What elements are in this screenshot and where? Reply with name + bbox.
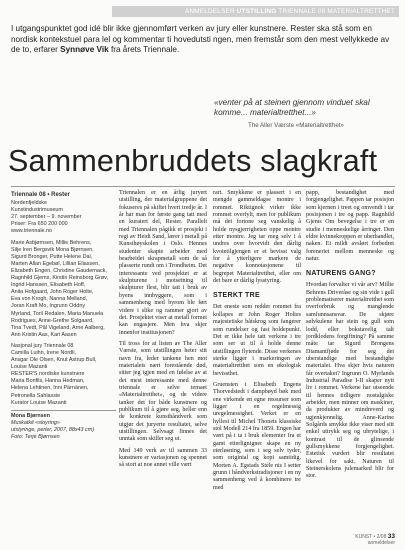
pull-quote: «venter på at steinen gjennom vinduet skal komme... materialtretthet...»	[214, 98, 370, 118]
venue-line: Kunstindustrimuseum	[11, 207, 63, 214]
title-divider	[11, 186, 395, 187]
body-column-1	[119, 188, 207, 470]
artist-line: Anita Hofgaard, John Roger Holte,	[11, 289, 94, 296]
page-number: 33	[387, 533, 395, 540]
credit-line: Foto: Terje Bjørnsen	[11, 434, 60, 440]
body-paragraph: rart. Smykkene er plassert i en mengde gammeldagse montre i rommet. Riktignok virker ikke rommet overfylt, men for publikum må det fortone seg vanskelig å holde nysgjerrigheten oppe montre etter montre. Jeg tar meg selv i å undres over hvorvidt den dårlig kvotetilgjengen er et bevisst valg for å ytterligere markere de negative konnotasjonene til begrepet Materialtretthet, eller om det bare er dårlig lysstyring.	[213, 190, 301, 285]
subheading: STERKT TRE	[213, 292, 260, 300]
jury-line: Louise Mazanti	[11, 364, 48, 371]
artist-line: Silje Iren Bergsvik Mona Bjørnsen,	[11, 246, 94, 253]
artist-line: Rodrigues, Anne-Grethe Solgaard,	[11, 317, 94, 324]
article-title: Sammenbruddets slagkraft	[8, 144, 378, 178]
artist-line: Eva von Krogh, Nanna Melland,	[11, 296, 88, 303]
credit-line: utstyringe, perler, 2007, 88x43 cm)	[11, 426, 94, 433]
venue-list	[11, 200, 116, 235]
jury-title: Nasjonal jury Triennale 08	[11, 342, 74, 349]
page-footer	[355, 533, 395, 546]
credit-lines	[11, 420, 116, 441]
header-rest: TRIENNALE 08 MATERIALTRETTHET	[276, 8, 395, 15]
artist-line: Marten Allan Egebøl, Lillian Eliassen,	[11, 260, 100, 267]
artist-line: Joran Kraft Mo, Ingrunn Oddny	[11, 303, 86, 310]
fact-box-title: Triennale 08 • Rester	[11, 192, 70, 198]
venue-line: Priser: Fra 650 200 000	[11, 221, 68, 228]
artist-line: Marie Asbjørnsen, Millie Behrens,	[11, 239, 92, 246]
artist-line: Myrland, Toril Redalen, Maria Manuela	[11, 310, 104, 317]
artist-line: Tina Tvedt, Pål Vigeland, Arne Aalberg,	[11, 324, 105, 331]
curator-line: Kurator Louise Mazanti	[11, 399, 67, 406]
jury2-line: Helena Lehtinen, Inni Pärnänen,	[11, 385, 89, 392]
jury-line: Ansgar Ole Olsen, Knut Astrup Bull,	[11, 357, 97, 364]
venue-line: Nordenfjeldske	[11, 200, 47, 207]
artist-list	[11, 240, 116, 339]
pull-quote-caption: The Aller Værste «Materialtretthet»	[248, 122, 344, 129]
artist-line: Ragnhild Gjems, Kirstin Reinsborg Grøv,	[11, 275, 108, 282]
lead-paragraph	[11, 24, 395, 56]
artist-line: Elizabeth Engen, Christine Gaudernack,	[11, 267, 107, 274]
body-paragraph: papp, bestandighet med forgjengelighet. Pappen tar posisjon som kjernen i treet og omvendt i tar posisjonen i tre og papp. Ragnhild Gjems Om bevegelse i tre er en studie i menneskelige årringer. Den eldre kvinnekroppen er uberhandlet, naken. Et mildt avslørt forbedret foreneriet mellom menneske og natur.	[306, 190, 394, 263]
body-paragraph: Det eneste som redder rommet fra kollapes er John Roger Holtes majestetiske båtskrog som fangerer som rundelser og fast holdepunkt. Det er ikke hele tatt verkene i tre som ser ut til å holde denne utstillingen flytende. Disse verkenes sterke ligger i markeringen av materialtretthet som en økologisk bevissthet.	[213, 304, 301, 377]
body-paragraph: Med 149 verk av til sammen 33 kunstnere er variasjonen og spennet så stort at noe annet ville vært	[119, 447, 207, 469]
artist-line: Ann Kristin Aas, Kari Aasen	[11, 331, 77, 338]
venue-line: www.triennale.no	[11, 228, 53, 235]
artist-line: Sigurd Bronger, Putte Helene Dal,	[11, 253, 93, 260]
credit-divider	[11, 410, 116, 411]
lead-author: Synnøve Vik	[60, 45, 109, 55]
body-paragraph: Triennalen er en årlig juryert utstilling, der materialgruppene det fokuseres på skiftet hvert tredje år. I år har man for første gang tatt med en kuratert del, Rester. Parallelt med Triennalen pågikk et prosjekt i regi av Heidi Sand, lærer i metall på Kunsthøyskolen i Oslo. Hennes studenter skapte arbeider med bearbeidet skrapmetall som de så plasserte rundt om i Trondheim. Det interessante ved prosjektet er at skulpturene i motsetning til skulpturer flest, blir tatt i bruk av byens innbyggere, som i sammenheng med byrom ble ført videre i slike og rammer gjort av det. Prosjektet viser at metall formet kan engasjere. Men hva skjer innenfor institusjonen?	[119, 190, 207, 336]
body-paragraph: Gruensten i Elisabeth Engens Thorvedstedt i dampbøyd bøk med ene virkende en egne ressurser som ligger i en regelmessig uregelmessighet. Verket er en hyllest til Michel Thonets klassiske stol Modell 214 fra 1859. Engen har vært på i ta i bruk elementer fra et gamt etterlignigner skape en ny eterløsning, som i seg selv tyder, som originial og kopi samtidig. Morten A. Egstads Stéle nis I setter grunn i håndverkstradisjoner i en ny sammenheng ved å kombinere tre med	[213, 381, 301, 491]
jury-list	[11, 350, 116, 371]
jury2-line: Petronella Sahlassie	[11, 392, 61, 399]
header-section: UTSTILLING	[236, 8, 277, 15]
body-paragraph: Til tross for at listen av The Aller Værste, som utstillingen heter sitt navn fra, leder tankene hen mot materialets nært forestående død, sitter jeg igjen med en følelse av at det mest interessante med denne triennale er selve temaet «Materialtretthet», og de videre tanker det for både kunstnere og publikum til å gjøre seg, heller enn de konkrete kunsthåndverk som utgjør det juryerte resultatet, selve utstillingen. Selvsagt finnes det unntak som skiller seg ut.	[119, 340, 207, 443]
jury-line: Camilla Luihn, Irene Nordli,	[11, 349, 77, 356]
lead-text: I utgangspunktet god idé blir ikke gjennomført verken av jury eller kunstnere. Rester ska stå som en nordisk kontekstuel para lel og kommentar ti hovedutsti ngen, men fremstår som den mest vellykkede av de to, erfarer	[11, 24, 390, 55]
footer-sub: anmeldelser	[367, 540, 395, 546]
fact-box	[11, 188, 116, 441]
body-paragraph: Hvordan forvalter vi vår arv? Millie Behrens Driveråse og sin vide i gull problematiserer materialtretthet som overforbruk og manglende samfunnsansvar. De skjøre sølvkulene har stein og gull som lodd, eller bokstavelig talt jordklodens forgiftning? På samme måte tar Sigurd Brongens Diamantfjøde for seg det uberstandige med bestandighe materialet. Hva skjer hvis naturen får overtaket? Ingrunn O. Myrlands Industrial Paradise I-II skaper nytt liv i rommet. Verkene har utseende til hennes tidligere nostalgiske arbeider, men minner om maskiner, da produkter av mindreverd og ugjenkjennelig. Anne-Karine Solgårds smykke ikke viser med sitt enkel uttrykk seg og ubrytelige, i kontrast til de glinsende gullsmykkene forgjengelighet. Estetisk vurdert blir resultatet likevel for sakt. Naturen til Steinerskolens julemarked blir for stor.	[306, 282, 394, 480]
credit-line: Muskatkit «sloyring»	[11, 419, 60, 426]
section-header	[112, 6, 399, 17]
body-column-2	[213, 188, 301, 492]
credit-name: Mona Bjørnsen	[11, 412, 50, 419]
venue-line: 27. september – 9. november	[11, 214, 82, 221]
jury2-line: Maria Bonfils, Hanna Hedman,	[11, 378, 85, 385]
artist-line: Ingrid Hanssen, Elisabeth Hoff,	[11, 282, 86, 289]
body-column-3	[306, 188, 394, 481]
lead-text-end: fra årets Triennale.	[108, 45, 180, 55]
subheading: NATURENS GANG?	[306, 270, 376, 278]
footer-issue: KUNST • 2/08	[355, 534, 387, 540]
jury2-title: RESTER'S nordiske kunstnere	[11, 371, 85, 378]
jury2-list	[11, 378, 116, 399]
header-text: ANMELDELSER	[185, 8, 237, 15]
